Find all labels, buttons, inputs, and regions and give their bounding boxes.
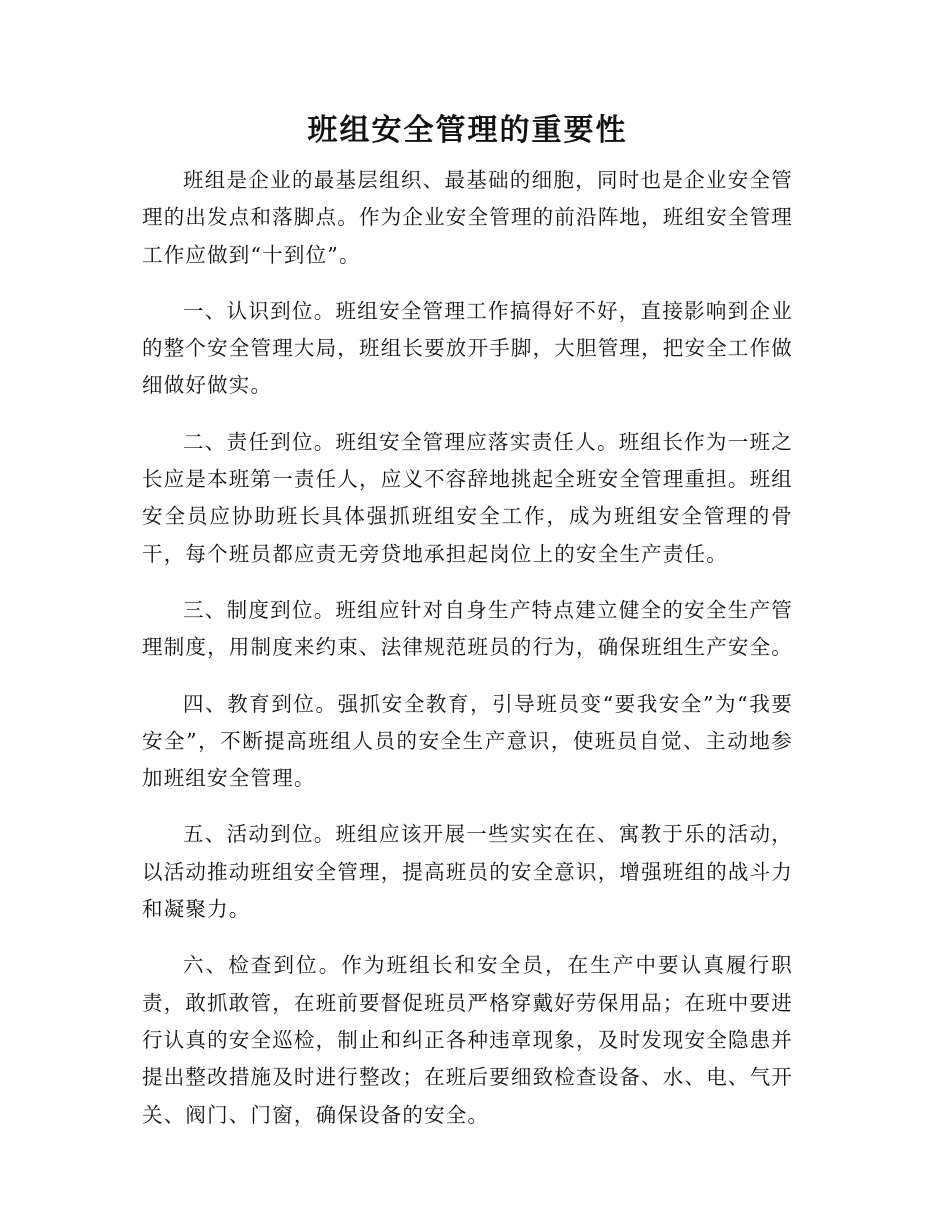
- paragraph-education: 四、教育到位。强抓安全教育，引导班员变“要我安全”为“我要安全”，不断提高班组人员的安全生产意识，使班员自觉、主动地参加班组安全管理。: [142, 691, 793, 791]
- document-title: 班组安全管理的重要性: [307, 113, 628, 148]
- paragraph-intro: 班组是企业的最基层组织、最基础的细胞，同时也是企业安全管理的出发点和落脚点。作为企业安全管理的前沿阵地，班组安全管理工作应做到“十到位”。: [142, 168, 793, 267]
- paragraph-responsibility: 二、责任到位。班组安全管理应落实责任人。班组长作为一班之长应是本班第一责任人，应义不容辞地挑起全班安全管理重担。班组安全员应协助班长具体强抓班组安全工作，成为班组安全管理的骨干，每个班员都应责无旁贷地承担起岗位上的安全生产责任。: [142, 429, 793, 566]
- document-body: [142, 100, 793, 1153]
- paragraph-activity: 五、活动到位。班组应该开展一些实实在在、寓教于乐的活动，以活动推动班组安全管理，提高班员的安全意识，增强班组的战斗力和凝聚力。: [142, 822, 793, 922]
- paragraph-awareness: 一、认识到位。班组安全管理工作搞得好不好，直接影响到企业的整个安全管理大局，班组长要放开手脚，大胆管理，把安全工作做细做好做实。: [142, 298, 793, 398]
- paragraph-inspection: 六、检查到位。作为班组长和安全员，在生产中要认真履行职责，敢抓敢管，在班前要督促班员严格穿戴好劳保用品；在班中要进行认真的安全巡检，制止和纠正各种违章现象，及时发现安全隐患并提出整改措施及时进行整改；在班后要细致检查设备、水、电、气开关、阀门、门窗，确保设备的安全。: [142, 953, 793, 1127]
- paragraph-system: 三、制度到位。班组应针对自身生产特点建立健全的安全生产管理制度，用制度来约束、法律规范班员的行为，确保班组生产安全。: [142, 597, 793, 660]
